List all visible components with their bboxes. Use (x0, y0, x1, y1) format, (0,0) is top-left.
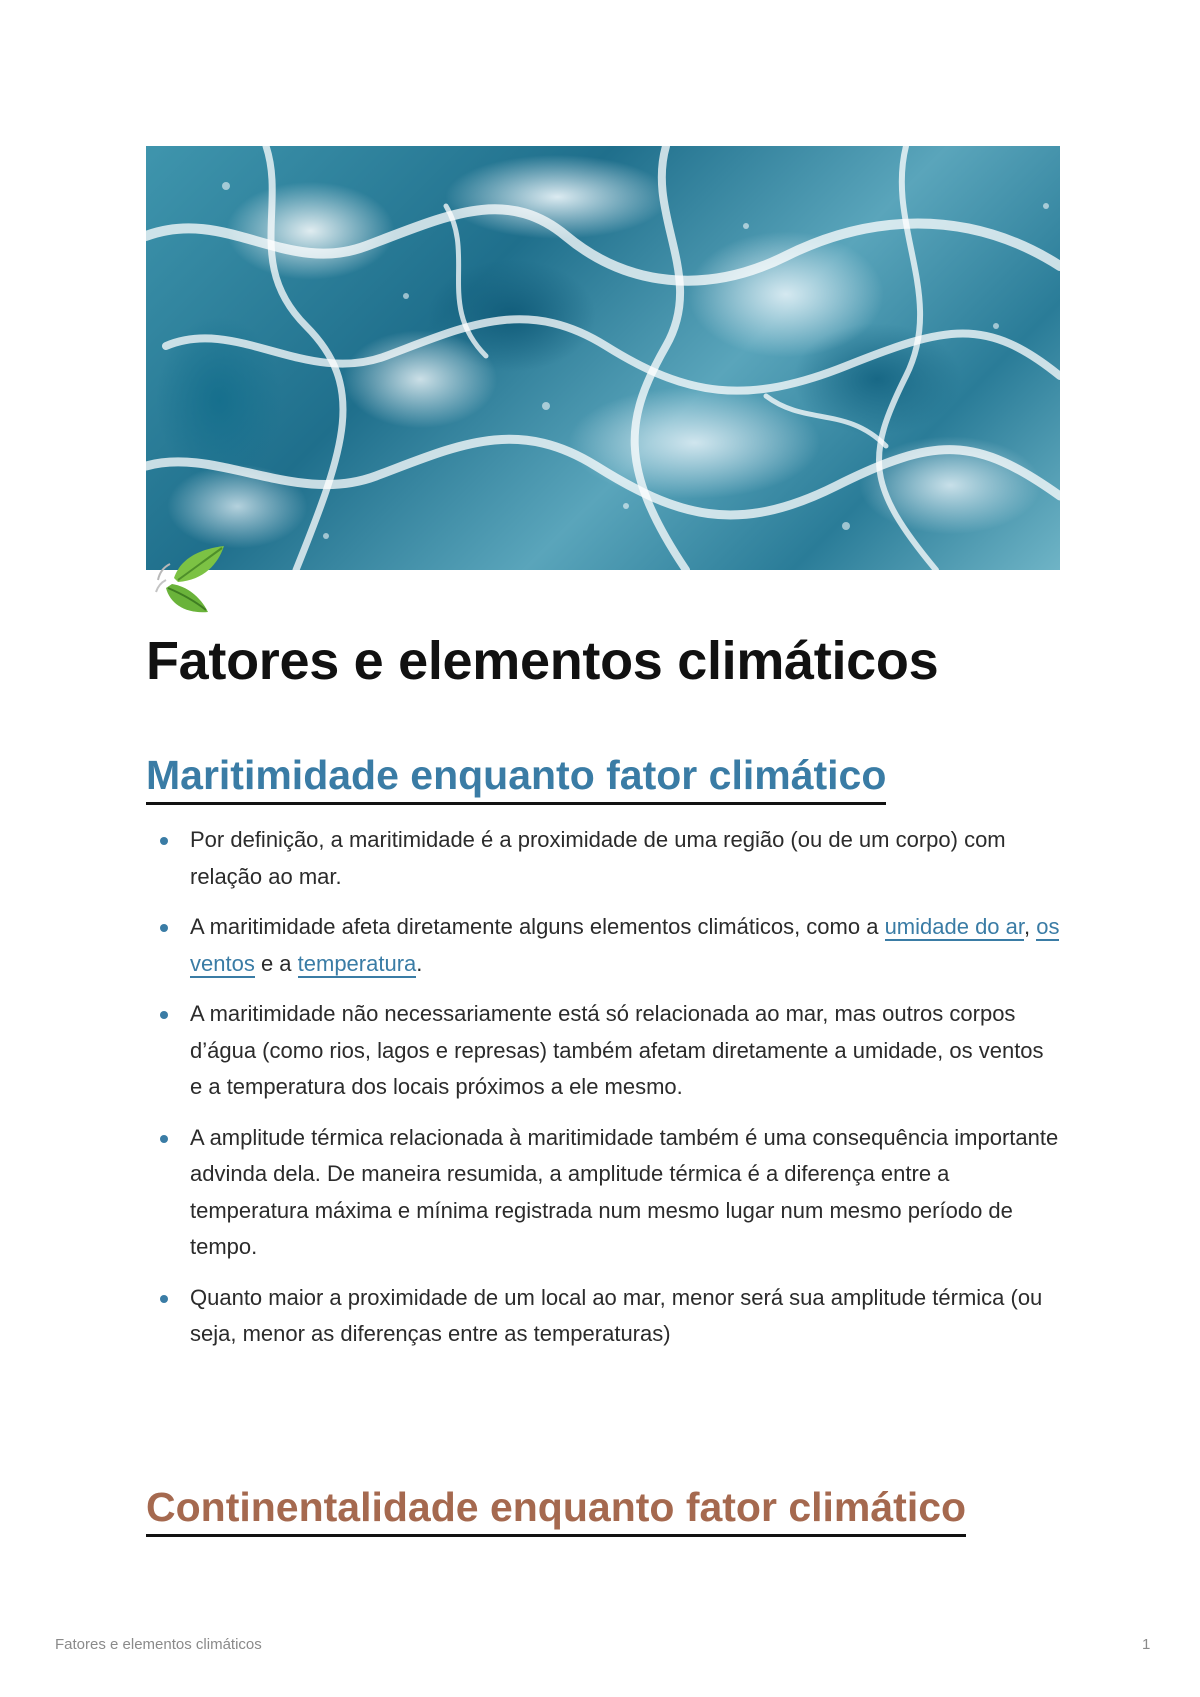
list-item: Por definição, a maritimidade é a proximidade de uma região (ou de um corpo) com relação ao mar. (160, 822, 1060, 895)
list-item: A amplitude térmica relacionada à maritimidade também é uma consequência importante advinda dela. De maneira resumida, a amplitude térmica é a diferença entre a temperatura máxima e mínima registrada num mesmo lugar num mesmo período de tempo. (160, 1120, 1060, 1266)
footer-title: Fatores e elementos climáticos (55, 1636, 262, 1653)
list-item: A maritimidade afeta diretamente alguns elementos climáticos, como a umidade do ar, os ventos e a temperatura. (160, 909, 1060, 982)
list-item: A maritimidade não necessariamente está só relacionada ao mar, mas outros corpos d’água (como rios, lagos e represas) também afetam diretamente a umidade, os ventos e a temperatura dos locais próximos a ele mesmo. (160, 996, 1060, 1106)
link-temperatura[interactable]: temperatura (297, 950, 417, 976)
link-umidade-do-ar[interactable]: umidade do ar (884, 914, 1024, 939)
list-item: Quanto maior a proximidade de um local ao mar, menor será sua amplitude térmica (ou seja, menor as diferenças entre as temperaturas) (160, 1280, 1060, 1353)
section-heading-maritimidade: Maritimidade enquanto fator climático (146, 752, 886, 805)
cover-image (146, 146, 1060, 570)
page-number: 1 (1142, 1636, 1151, 1653)
leaf-icon (152, 540, 228, 616)
link-os-ventos[interactable]: os ventos (190, 914, 1060, 976)
section-heading-continentalidade: Continentalidade enquanto fator climático (146, 1484, 966, 1537)
bullet-list (160, 822, 1060, 1367)
ocean-foam-photo (146, 146, 1060, 570)
page-title: Fatores e elementos climáticos (146, 631, 939, 691)
